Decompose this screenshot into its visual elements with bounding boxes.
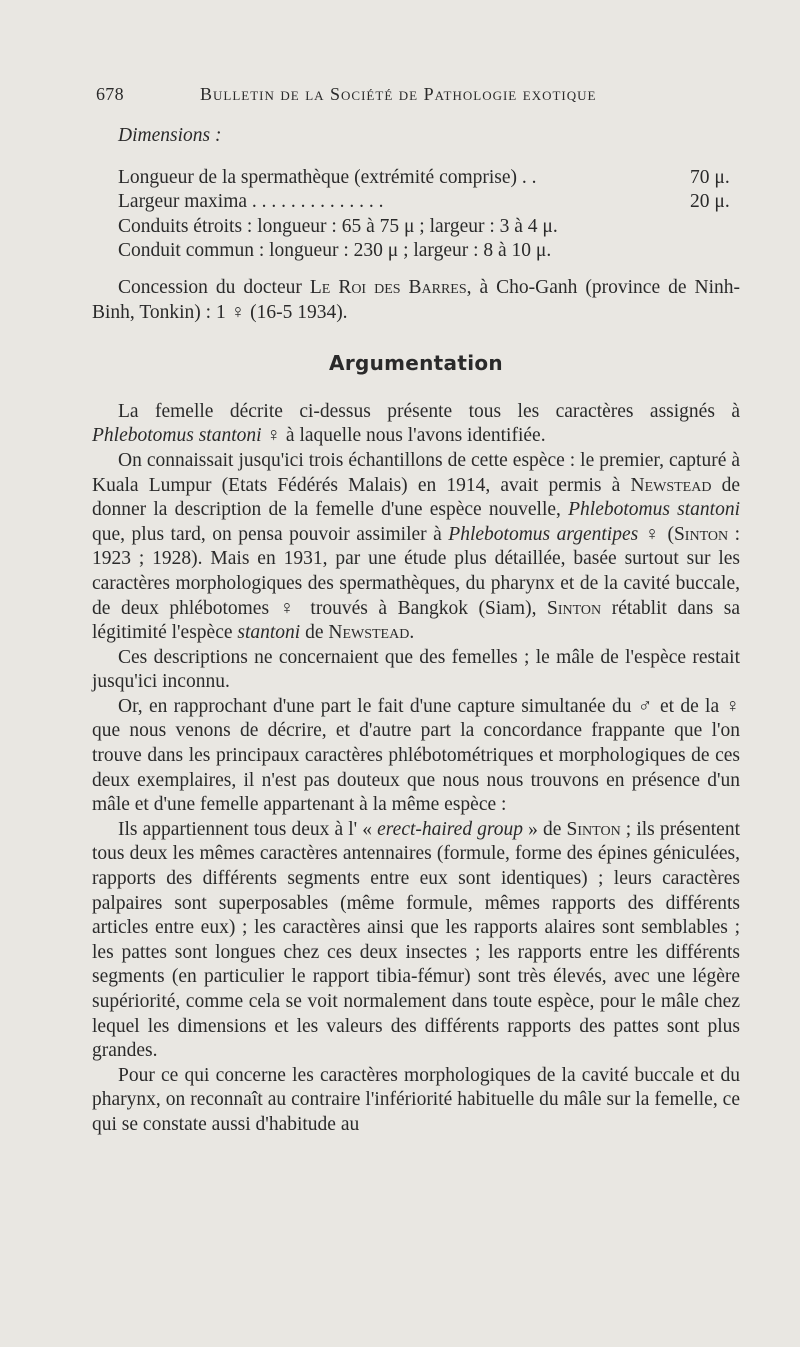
text-run: ; ils présentent tous deux les mêmes caractères antennaires (formule, forme des épines géniculées, rapports des différents segments entre eux sont identiques) ; leurs caractères palpaires sont superposables (même formule, mêmes rapports des différents articles entre eux) ; les caractères ainsi que les rapports alaires sont semblables ; les pattes sont longues chez ces deux insectes ; les rapports entre les différents segments (en particulier le rapport tibia-fémur) sont très élevés, avec une légère supériorité, comme cela se voit normalement dans toute espèce, pour le mâle chez lequel les dimensions et les valeurs des différents rapports des pattes sont plus grandes.	[92, 818, 740, 1062]
section-heading: Argumentation	[329, 351, 503, 376]
paragraph-2	[92, 449, 740, 646]
dimension-label: Largeur maxima . . . . . . . . . . . . . .	[118, 191, 384, 213]
dimensions-title: Dimensions :	[118, 125, 222, 146]
text-run: rétablit dans sa légitimité l'espèce	[92, 597, 740, 644]
article-body	[92, 124, 740, 1138]
text-run: , à Cho-Ganh (province de Ninh-Binh, Tonkin) : 1 ♀ (16-5 1934).	[92, 276, 740, 323]
text-run: ♀ à laquelle nous l'avons identifiée.	[261, 425, 546, 447]
text-run: La femelle décrite ci-dessus présente tous les caractères assignés à	[118, 400, 740, 422]
species-name: Phlebotomus stantoni	[92, 425, 262, 447]
dimension-row	[118, 166, 740, 191]
author-name: Sinton	[673, 523, 729, 545]
paragraph-3: Ces descriptions ne concernaient que des femelles ; le mâle de l'espèce restait jusqu'ici inconnu.	[92, 646, 740, 693]
species-name: stantoni	[237, 622, 301, 644]
paragraph-1	[92, 400, 740, 449]
text-run: de	[300, 622, 329, 644]
author-name: Sinton	[547, 597, 602, 619]
page-number: 678	[96, 84, 124, 104]
paragraph-4: Or, en rapprochant d'une part le fait d'une capture simultanée du ♂ et de la ♀ que nous venons de décrire, et d'autre part la concordance frappante que l'on trouve dans les principaux caractères phlébotométriques et morphologiques de ces deux exemplaires, il n'est pas douteux que nous nous trouvons en présence d'un mâle et d'une femelle appartenant à la même espèce :	[92, 695, 740, 816]
concession-paragraph	[92, 276, 740, 325]
dimension-value: 20 μ.	[690, 191, 730, 213]
conduit-commun-line: Conduit commun : longueur : 230 μ ; largeur : 8 à 10 μ.	[118, 240, 552, 262]
text-run: .	[409, 622, 415, 644]
group-name: erect-haired group	[377, 818, 524, 840]
text-run: Concession du docteur	[118, 276, 310, 298]
author-name: Newstead	[630, 474, 712, 496]
species-name: Phlebotomus argentipes	[448, 523, 639, 545]
text-run: On connaissait jusqu'ici trois échantillons de cette espèce : le premier, capturé à Kuala Lumpur (Etats Fédérés Malais) en 1914, avait permis à	[92, 449, 740, 496]
text-run: : 1923 ; 1928). Mais en 1931, par une étude plus détaillée, basée surtout sur les caractères morphologiques des spermathèques, du pharynx et de la cavité buccale, de deux phlébotomes ♀ trouvés à Bangkok (Siam),	[92, 523, 741, 619]
text-run: de donner la description de la femelle d'une espèce nouvelle,	[92, 474, 741, 521]
text-run: ♀ (	[638, 523, 674, 545]
author-name: Sinton	[566, 818, 621, 840]
running-title: Bulletin de la Société de Pathologie exotique	[200, 84, 597, 104]
author-name: Le Roi des Barres	[309, 276, 467, 298]
author-name: Newstead	[328, 622, 410, 644]
text-run: que, plus tard, on pensa pouvoir assimiler à	[92, 523, 449, 545]
paragraph-6: Pour ce qui concerne les caractères morphologiques de la cavité buccale et du pharynx, on reconnaît au contraire l'infériorité habituelle du mâle sur la femelle, ce qui se constate aussi d'habitude au	[92, 1064, 740, 1135]
dimension-row	[118, 190, 740, 215]
species-name: Phlebotomus stantoni	[568, 499, 740, 521]
text-run: » de	[523, 818, 567, 840]
dimension-label: Longueur de la spermathèque (extrémité comprise) . .	[118, 166, 537, 188]
conduits-etroits-line: Conduits étroits : longueur : 65 à 75 μ ; largeur : 3 à 4 μ.	[118, 215, 558, 237]
text-run: Ils appartiennent tous deux à l' «	[118, 818, 378, 840]
paragraph-5	[92, 818, 740, 1064]
dimension-value: 70 μ.	[690, 166, 730, 188]
